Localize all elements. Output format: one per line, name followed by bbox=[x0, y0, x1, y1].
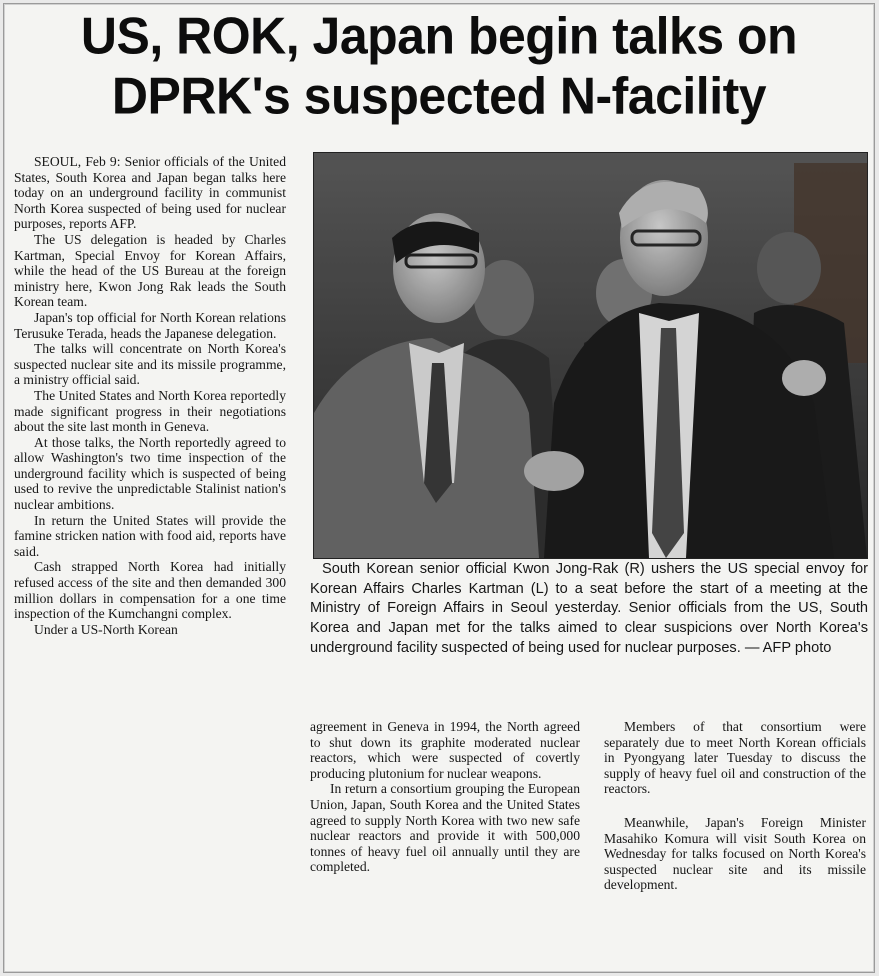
photo-caption: South Korean senior official Kwon Jong-Rak (R) ushers the US special envoy for Korean Affairs Charles Kartman (L) to a seat before the start of a meeting at the Ministry of Foreign Affairs in Seoul yesterday. Senior officials from the US, South Korea and Japan met for the talks aimed to clear suspicions over North Korea's underground facility suspected of being used for nuclear purposes. — AFP photo bbox=[310, 561, 868, 656]
paragraph: agreement in Geneva in 1994, the North agreed to shut down its graphite moderated nuclear reactors, which were suspected of covertly producing plutonium for nuclear weapons. bbox=[310, 719, 580, 781]
paragraph: Cash strapped North Korea had initially refused access of the site and then demanded 300 million dollars in compensation for a one time inspection of the Kumchangni complex. bbox=[14, 559, 286, 622]
article-column-2 bbox=[310, 719, 580, 875]
paragraph: Japan's top official for North Korean relations Terusuke Terada, heads the Japanese delegation. bbox=[14, 309, 286, 341]
photo-image bbox=[314, 153, 867, 558]
headline-line-2: DPRK's suspected N-facility bbox=[111, 67, 767, 125]
paragraph: Under a US-North Korean bbox=[34, 621, 178, 637]
paragraph: Members of that consortium were separately due to meet North Korean officials in Pyongyang later Tuesday to discuss the supply of heavy fuel oil and construction of the reactors. bbox=[604, 719, 866, 797]
newspaper-clipping bbox=[3, 3, 875, 973]
news-photo bbox=[313, 152, 868, 559]
paragraph: SEOUL, Feb 9: Senior officials of the United States, South Korea and Japan began talks here today on an underground facility in communist North Korea suspected of being used for nuclear purposes, reports AFP. bbox=[14, 154, 286, 232]
paragraph: At those talks, the North reportedly agreed to allow Washington's two time inspection of the underground facility which is suspected of being used to revive the unpredictable Stalinist nation's nuclear ambitions. bbox=[14, 434, 286, 513]
paragraph: The talks will concentrate on North Korea's suspected nuclear site and its missile programme, a ministry official said. bbox=[14, 341, 286, 388]
article-column-1 bbox=[14, 154, 286, 637]
paragraph: Meanwhile, Japan's Foreign Minister Masahiko Komura will visit South Korea on Wednesday for talks focused on North Korea's suspected nuclear site and its missile development. bbox=[604, 814, 866, 893]
article-column-3 bbox=[604, 719, 866, 893]
paragraph: In return the United States will provide the famine stricken nation with food aid, reports have said. bbox=[14, 512, 286, 559]
paragraph: The US delegation is headed by Charles Kartman, Special Envoy for Korean Affairs, while the head of the US Bureau at the foreign ministry here, Kwon Jong Rak leads the South Korean team. bbox=[14, 231, 286, 310]
headline-line-1: US, ROK, Japan begin talks on bbox=[80, 7, 798, 65]
headline bbox=[4, 6, 874, 125]
paragraph: The United States and North Korea reportedly made significant progress in their negotiations about the site last month in Geneva. bbox=[14, 387, 286, 435]
paragraph: In return a consortium grouping the European Union, Japan, South Korea and the United States agreed to supply North Korea with two new safe nuclear reactors and provide it with 500,000 tonnes of heavy fuel oil annually until they are completed. bbox=[310, 781, 580, 875]
